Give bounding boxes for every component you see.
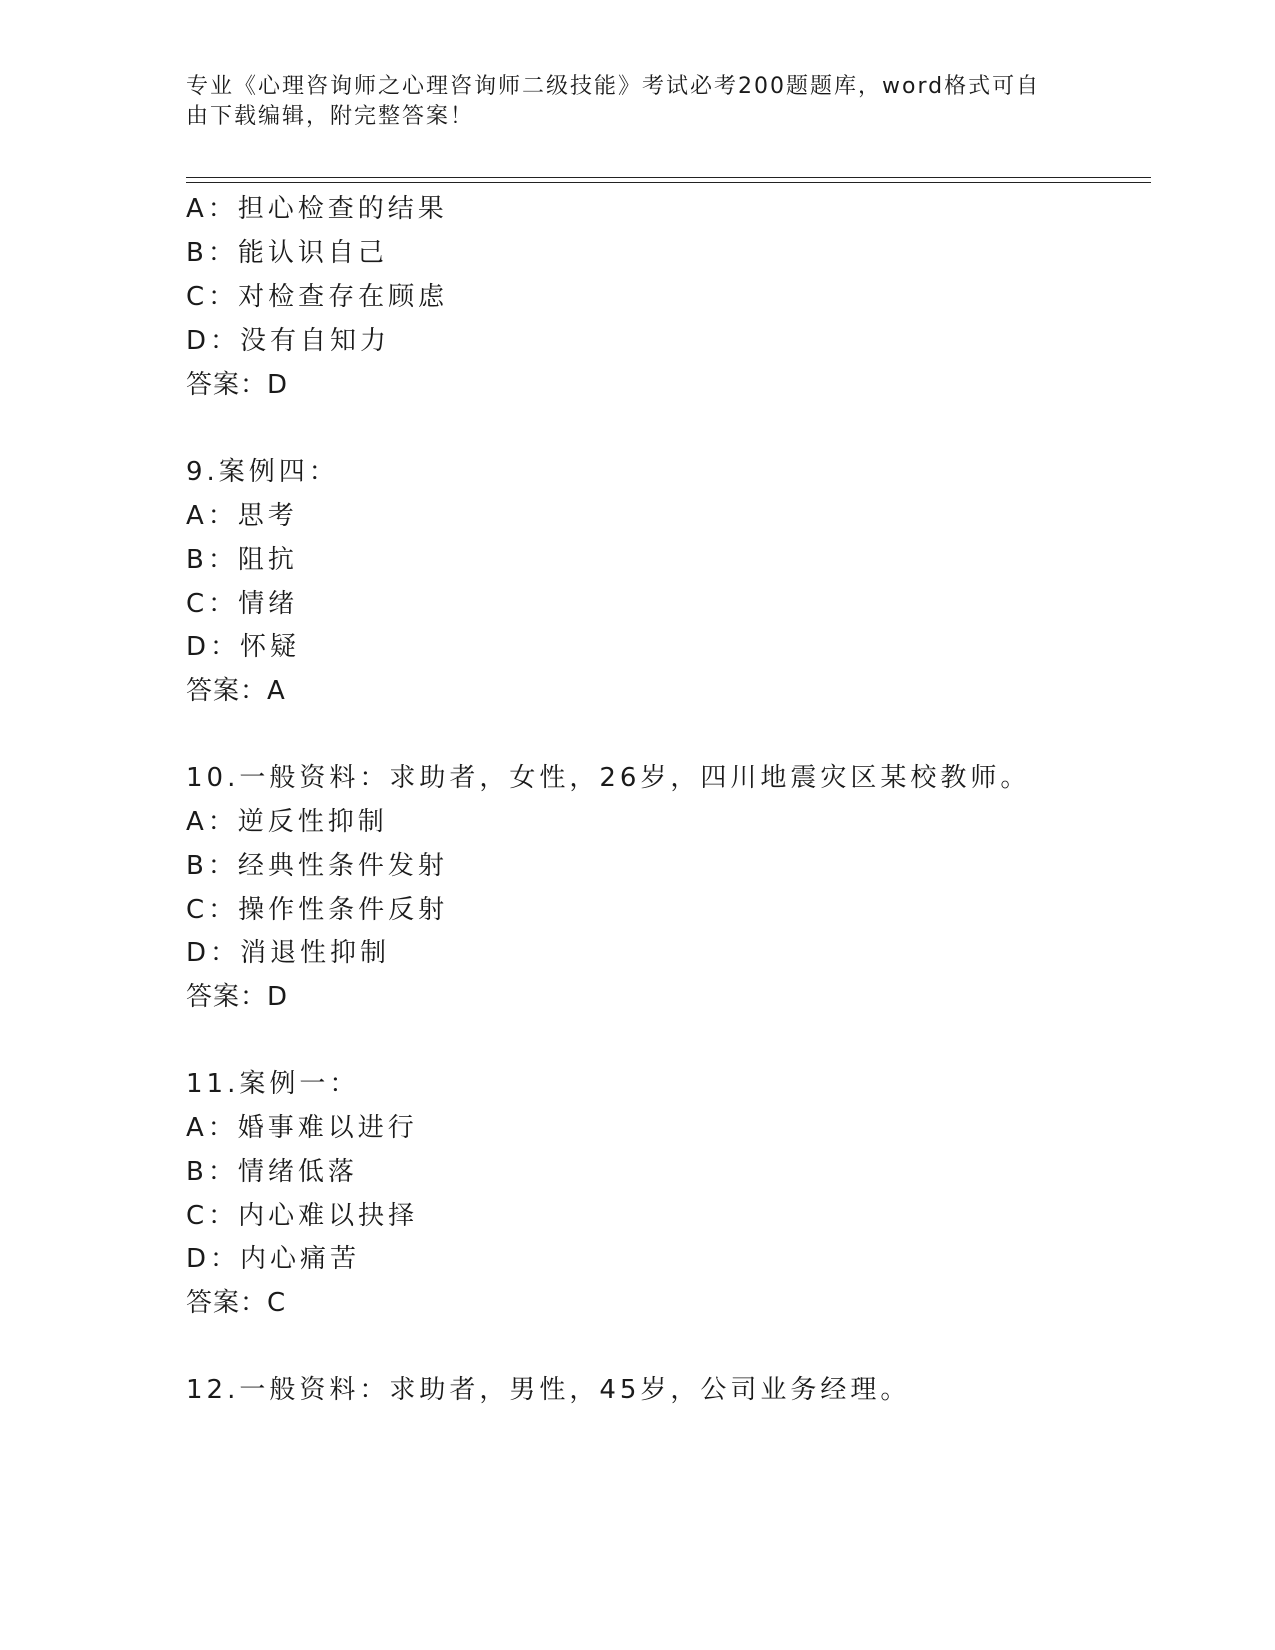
option-c: C：对检查存在顾虑: [186, 282, 449, 312]
option-c: C：操作性条件反射: [186, 895, 449, 925]
option-a: A：思考: [186, 501, 298, 531]
answer-line: 答案：A: [186, 676, 286, 706]
option-d: D：消退性抑制: [186, 938, 391, 968]
option-b: B：阻抗: [186, 545, 298, 575]
option-d: D：怀疑: [186, 632, 301, 662]
option-a: A：逆反性抑制: [186, 807, 388, 837]
header-line-2: 由下载编辑，附完整答案！: [186, 104, 475, 129]
option-a: A：婚事难以进行: [186, 1113, 418, 1143]
answer-line: 答案：C: [186, 1288, 287, 1318]
option-d: D：内心痛苦: [186, 1244, 361, 1274]
answer-line: 答案：D: [186, 982, 289, 1012]
header-divider-bottom: [186, 182, 1151, 183]
option-b: B：经典性条件发射: [186, 851, 448, 881]
question-title: 9.案例四：: [186, 457, 339, 487]
option-c: C：内心难以抉择: [186, 1201, 419, 1231]
option-c: C：情绪: [186, 589, 299, 619]
header-divider-top: [186, 177, 1151, 178]
question-title: 10.一般资料：求助者，女性，26岁，四川地震灾区某校教师。: [186, 763, 1031, 793]
header-line-1: 专业《心理咨询师之心理咨询师二级技能》考试必考200题题库，word格式可自: [186, 74, 1041, 99]
question-title: 12.一般资料：求助者，男性，45岁，公司业务经理。: [186, 1375, 911, 1405]
question-title: 11.案例一：: [186, 1069, 360, 1099]
option-b: B：能认识自己: [186, 238, 388, 268]
option-b: B：情绪低落: [186, 1157, 358, 1187]
option-d: D：没有自知力: [186, 326, 391, 356]
option-a: A：担心检查的结果: [186, 194, 448, 224]
answer-line: 答案：D: [186, 370, 289, 400]
document-header: [186, 72, 1066, 132]
